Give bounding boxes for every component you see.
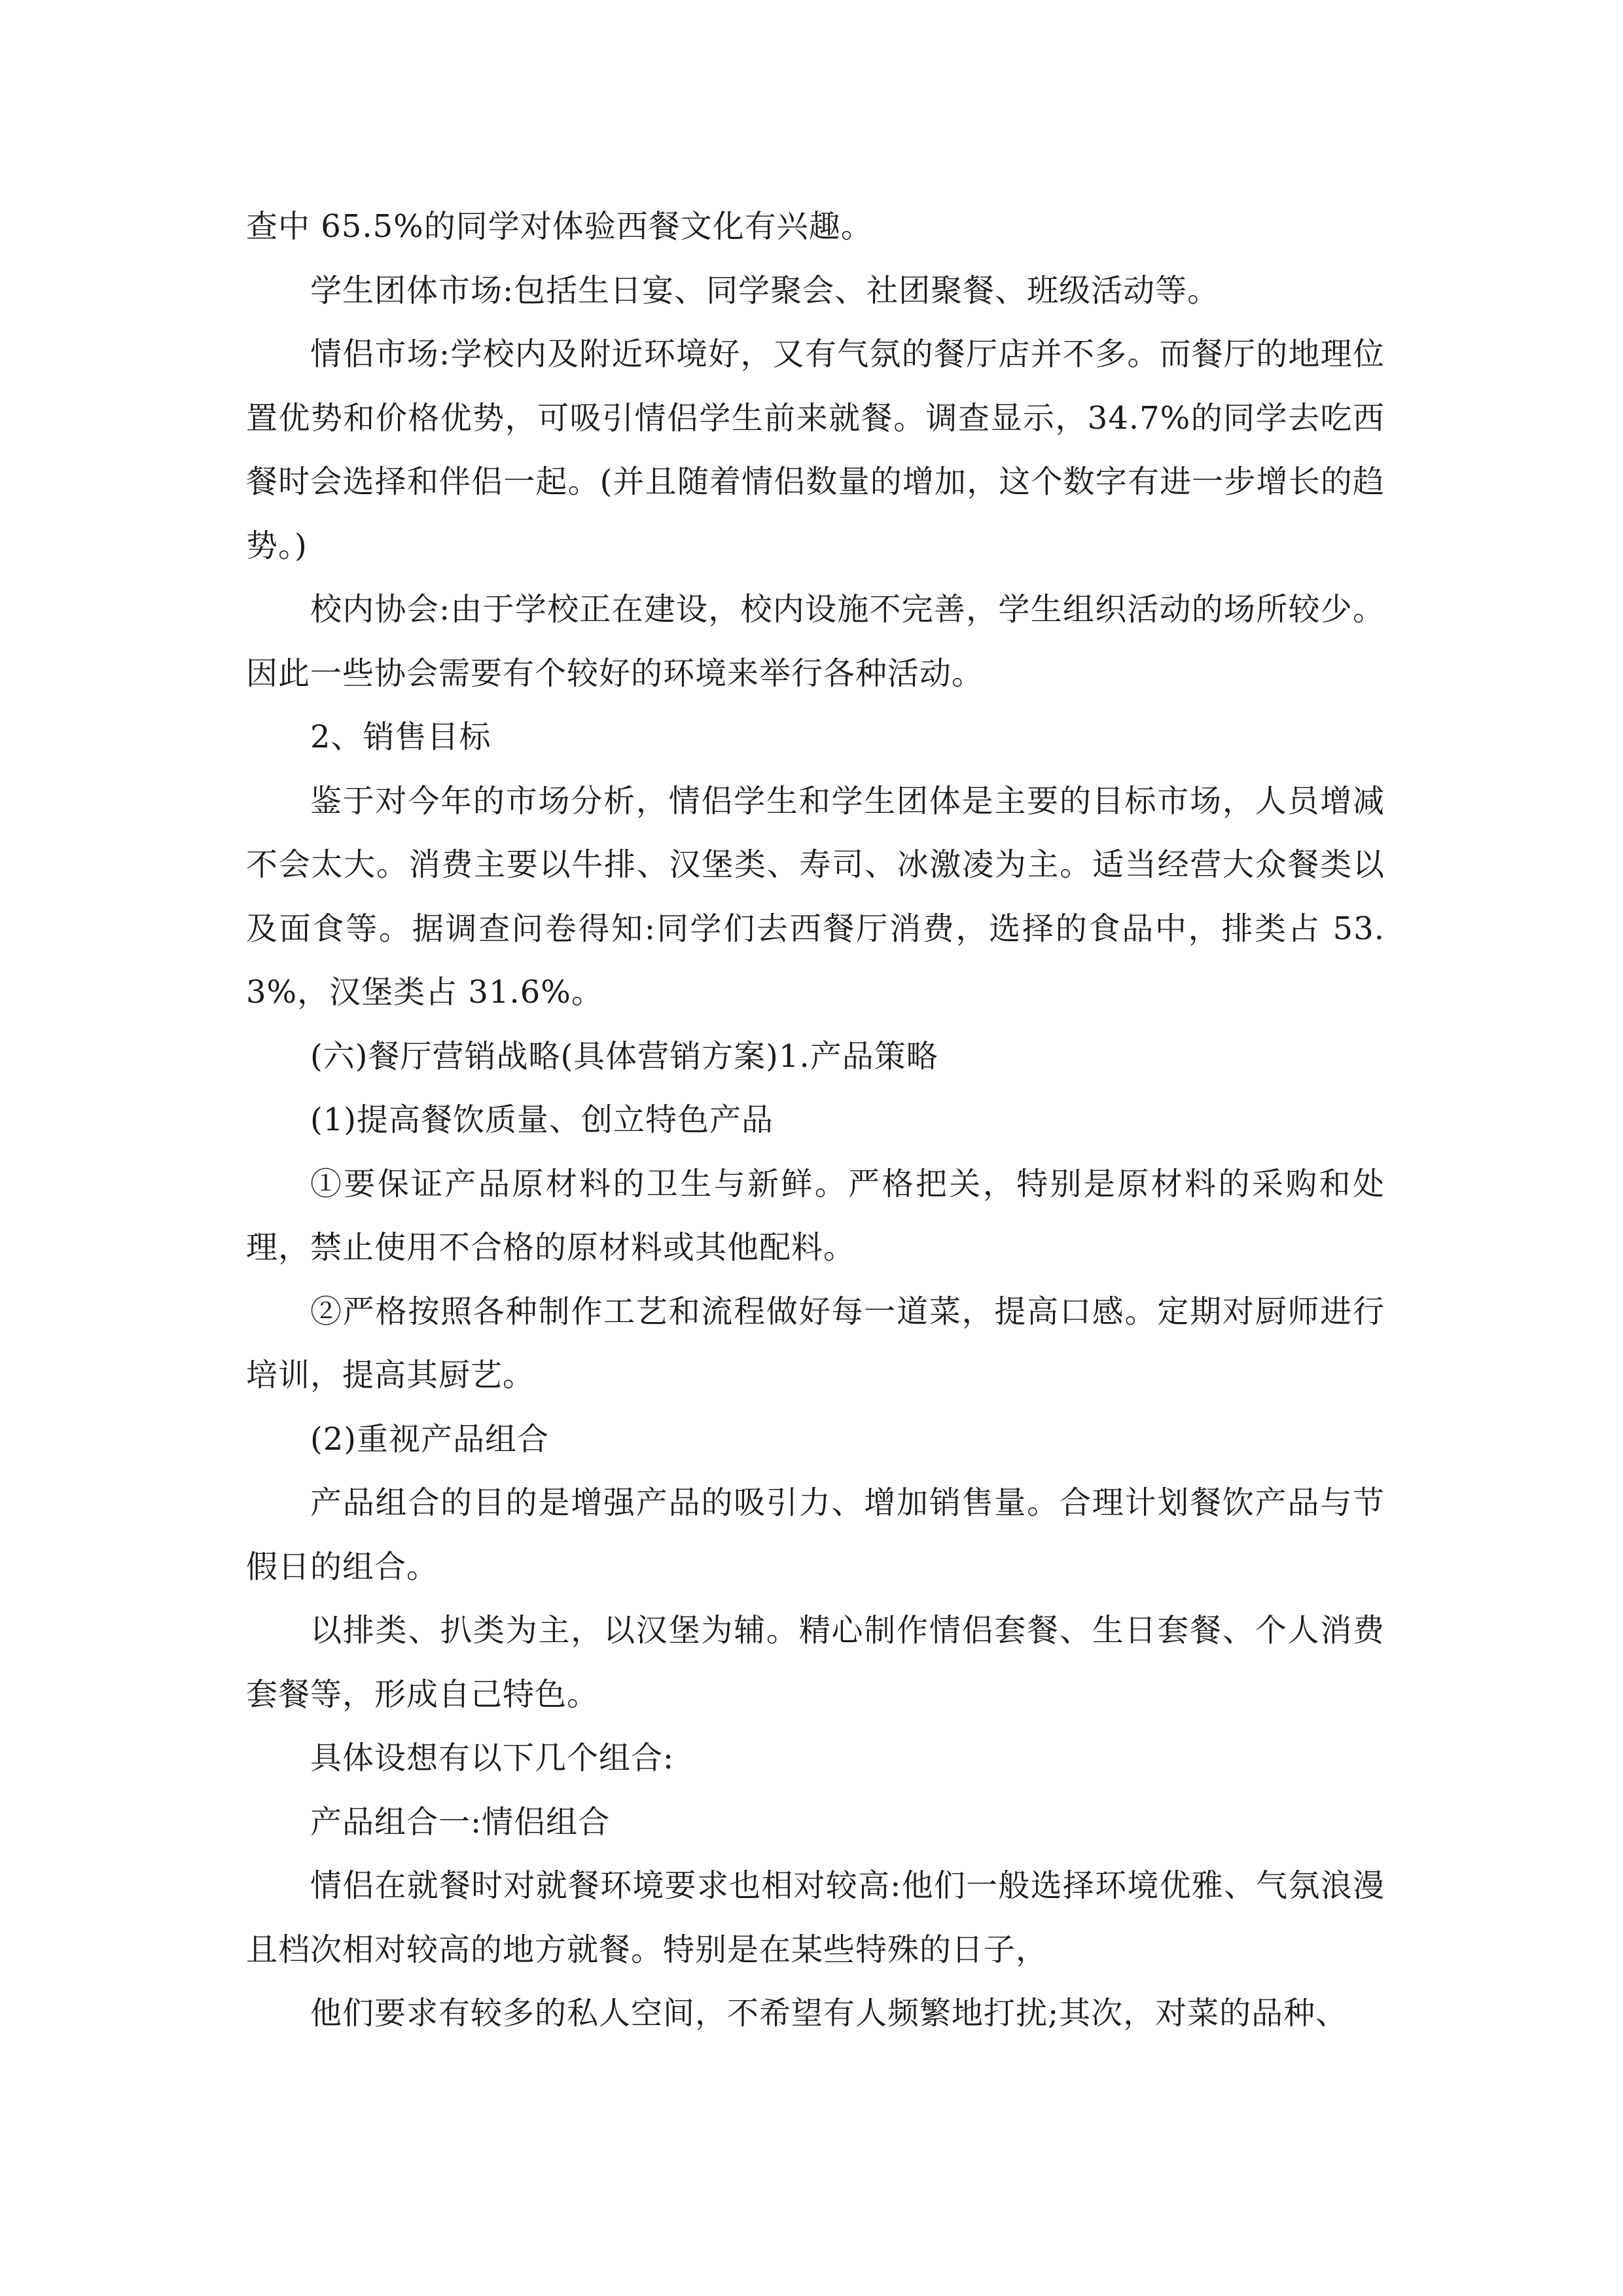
paragraph: 具体设想有以下几个组合: bbox=[310, 1740, 675, 1776]
paragraph: ②严格按照各种制作工艺和流程做好每一道菜，提高口感。定期对厨师进行培训，提高其厨艺。 bbox=[246, 1293, 1385, 1393]
paragraph: 情侣市场:学校内及附近环境好，又有气氛的餐厅店并不多。而餐厅的地理位置优势和价格优势，可吸引情侣学生前来就餐。调查显示，34.7%的同学去吃西餐时会选择和伴侣一起。(并且随着情侣数量的增加，这个数字有进一步增长的趋势。) bbox=[246, 336, 1385, 564]
subsection-heading: (2)重视产品组合 bbox=[310, 1420, 549, 1458]
paragraph: 他们要求有较多的私人空间，不希望有人频繁地打扰;其次，对菜的品种、 bbox=[310, 1995, 1348, 2032]
document-body bbox=[246, 195, 1385, 2046]
paragraph: 校内协会:由于学校正在建设，校内设施不完善，学生组织活动的场所较少。因此一些协会需要有个较好的环境来举行各种活动。 bbox=[246, 591, 1385, 692]
section-heading: 2、销售目标 bbox=[310, 719, 491, 755]
paragraph: 产品组合一:情侣组合 bbox=[310, 1803, 611, 1840]
paragraph: 查中 65.5%的同学对体验西餐文化有兴趣。 bbox=[246, 208, 873, 245]
paragraph: ①要保证产品原材料的卫生与新鲜。严格把关，特别是原材料的采购和处理，禁止使用不合格的原材料或其他配料。 bbox=[246, 1165, 1385, 1266]
paragraph: 产品组合的目的是增强产品的吸引力、增加销售量。合理计划餐饮产品与节假日的组合。 bbox=[246, 1484, 1385, 1585]
paragraph: 鉴于对今年的市场分析，情侣学生和学生团体是主要的目标市场，人员增减不会太大。消费主要以牛排、汉堡类、寿司、冰激凌为主。适当经营大众餐类以及面食等。据调查问卷得知:同学们去西餐厅消费，选择的食品中，排类占 53.3%，汉堡类占 31.6%。 bbox=[246, 782, 1385, 1011]
paragraph: 以排类、扒类为主，以汉堡为辅。精心制作情侣套餐、生日套餐、个人消费套餐等，形成自己特色。 bbox=[246, 1612, 1385, 1713]
paragraph: 学生团体市场:包括生日宴、同学聚会、社团聚餐、班级活动等。 bbox=[310, 272, 1220, 309]
subsection-heading: (1)提高餐饮质量、创立特色产品 bbox=[310, 1102, 774, 1138]
paragraph: 情侣在就餐时对就餐环境要求也相对较高:他们一般选择环境优雅、气氛浪漫且档次相对较高的地方就餐。特别是在某些特殊的日子， bbox=[246, 1867, 1385, 1968]
section-heading: (六)餐厅营销战略(具体营销方案)1.产品策略 bbox=[310, 1037, 938, 1075]
